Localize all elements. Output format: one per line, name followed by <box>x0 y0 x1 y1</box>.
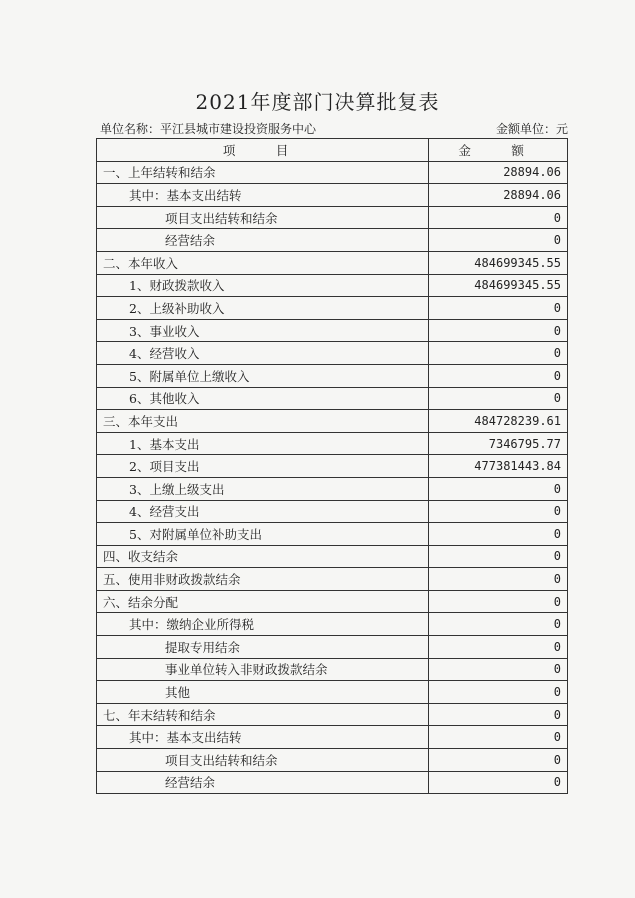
row-amount: 477381443.84 <box>429 455 568 478</box>
row-amount: 0 <box>429 297 568 320</box>
row-label: 6、其他收入 <box>97 387 429 410</box>
table-row <box>97 297 568 320</box>
row-label: 提取专用结余 <box>97 636 429 659</box>
row-label: 5、对附属单位补助支出 <box>97 523 429 546</box>
row-label: 其中：基本支出结转 <box>97 726 429 749</box>
row-amount: 0 <box>429 387 568 410</box>
table-row <box>97 184 568 207</box>
row-amount: 0 <box>429 523 568 546</box>
row-amount: 0 <box>429 545 568 568</box>
unit-name: 单位名称：平江县城市建设投资服务中心 <box>100 122 317 136</box>
table-row <box>97 636 568 659</box>
table-row <box>97 545 568 568</box>
row-amount: 0 <box>429 500 568 523</box>
table-row <box>97 319 568 342</box>
row-label: 五、使用非财政拨款结余 <box>97 568 429 591</box>
row-label: 1、财政拨款收入 <box>97 274 429 297</box>
page-title: 2021年度部门决算批复表 <box>195 90 440 114</box>
table-row <box>97 432 568 455</box>
row-label: 项目支出结转和结余 <box>97 749 429 772</box>
row-label: 其中：缴纳企业所得税 <box>97 613 429 636</box>
row-amount: 0 <box>429 229 568 252</box>
row-amount: 484699345.55 <box>429 274 568 297</box>
row-label: 4、经营支出 <box>97 500 429 523</box>
row-label: 3、事业收入 <box>97 319 429 342</box>
row-label: 1、基本支出 <box>97 432 429 455</box>
table-row <box>97 590 568 613</box>
table-row <box>97 251 568 274</box>
row-amount: 0 <box>429 771 568 794</box>
table-row <box>97 387 568 410</box>
row-amount: 484728239.61 <box>429 410 568 433</box>
row-amount: 0 <box>429 206 568 229</box>
table-row <box>97 455 568 478</box>
row-label: 四、收支结余 <box>97 545 429 568</box>
row-label: 经营结余 <box>97 229 429 252</box>
table-meta <box>100 120 568 137</box>
table-row <box>97 364 568 387</box>
row-amount: 0 <box>429 658 568 681</box>
row-label: 3、上缴上级支出 <box>97 477 429 500</box>
row-label: 4、经营收入 <box>97 342 429 365</box>
row-label: 六、结余分配 <box>97 590 429 613</box>
row-label: 七、年末结转和结余 <box>97 703 429 726</box>
row-amount: 0 <box>429 590 568 613</box>
row-amount: 0 <box>429 568 568 591</box>
row-amount: 0 <box>429 703 568 726</box>
budget-table <box>96 138 568 794</box>
row-label: 其中：基本支出结转 <box>97 184 429 207</box>
table-row <box>97 161 568 184</box>
table-row <box>97 342 568 365</box>
row-label: 二、本年收入 <box>97 251 429 274</box>
row-label: 事业单位转入非财政拨款结余 <box>97 658 429 681</box>
row-amount: 0 <box>429 726 568 749</box>
row-amount: 7346795.77 <box>429 432 568 455</box>
row-amount: 0 <box>429 342 568 365</box>
row-label: 经营结余 <box>97 771 429 794</box>
row-label: 项目支出结转和结余 <box>97 206 429 229</box>
row-label: 其他 <box>97 681 429 704</box>
row-amount: 28894.06 <box>429 184 568 207</box>
currency-unit: 金额单位：元 <box>495 122 568 136</box>
table-row <box>97 410 568 433</box>
row-amount: 0 <box>429 477 568 500</box>
table-row <box>97 771 568 794</box>
row-amount: 0 <box>429 319 568 342</box>
table-row <box>97 658 568 681</box>
table-row <box>97 500 568 523</box>
row-label: 一、上年结转和结余 <box>97 161 429 184</box>
row-amount: 0 <box>429 749 568 772</box>
table-row <box>97 523 568 546</box>
table-row <box>97 568 568 591</box>
item-header: 项 目 <box>97 139 429 162</box>
table-row <box>97 613 568 636</box>
table-row <box>97 477 568 500</box>
table-row <box>97 681 568 704</box>
row-label: 2、上级补助收入 <box>97 297 429 320</box>
table-row <box>97 749 568 772</box>
table-row <box>97 703 568 726</box>
row-amount: 28894.06 <box>429 161 568 184</box>
table-row <box>97 274 568 297</box>
row-amount: 0 <box>429 613 568 636</box>
row-amount: 484699345.55 <box>429 251 568 274</box>
row-label: 2、项目支出 <box>97 455 429 478</box>
row-amount: 0 <box>429 636 568 659</box>
table-header-row <box>97 139 568 162</box>
row-amount: 0 <box>429 364 568 387</box>
table-row <box>97 726 568 749</box>
row-label: 三、本年支出 <box>97 410 429 433</box>
row-label: 5、附属单位上缴收入 <box>97 364 429 387</box>
amount-header: 金 额 <box>429 139 568 162</box>
table-row <box>97 229 568 252</box>
table-row <box>97 206 568 229</box>
row-amount: 0 <box>429 681 568 704</box>
